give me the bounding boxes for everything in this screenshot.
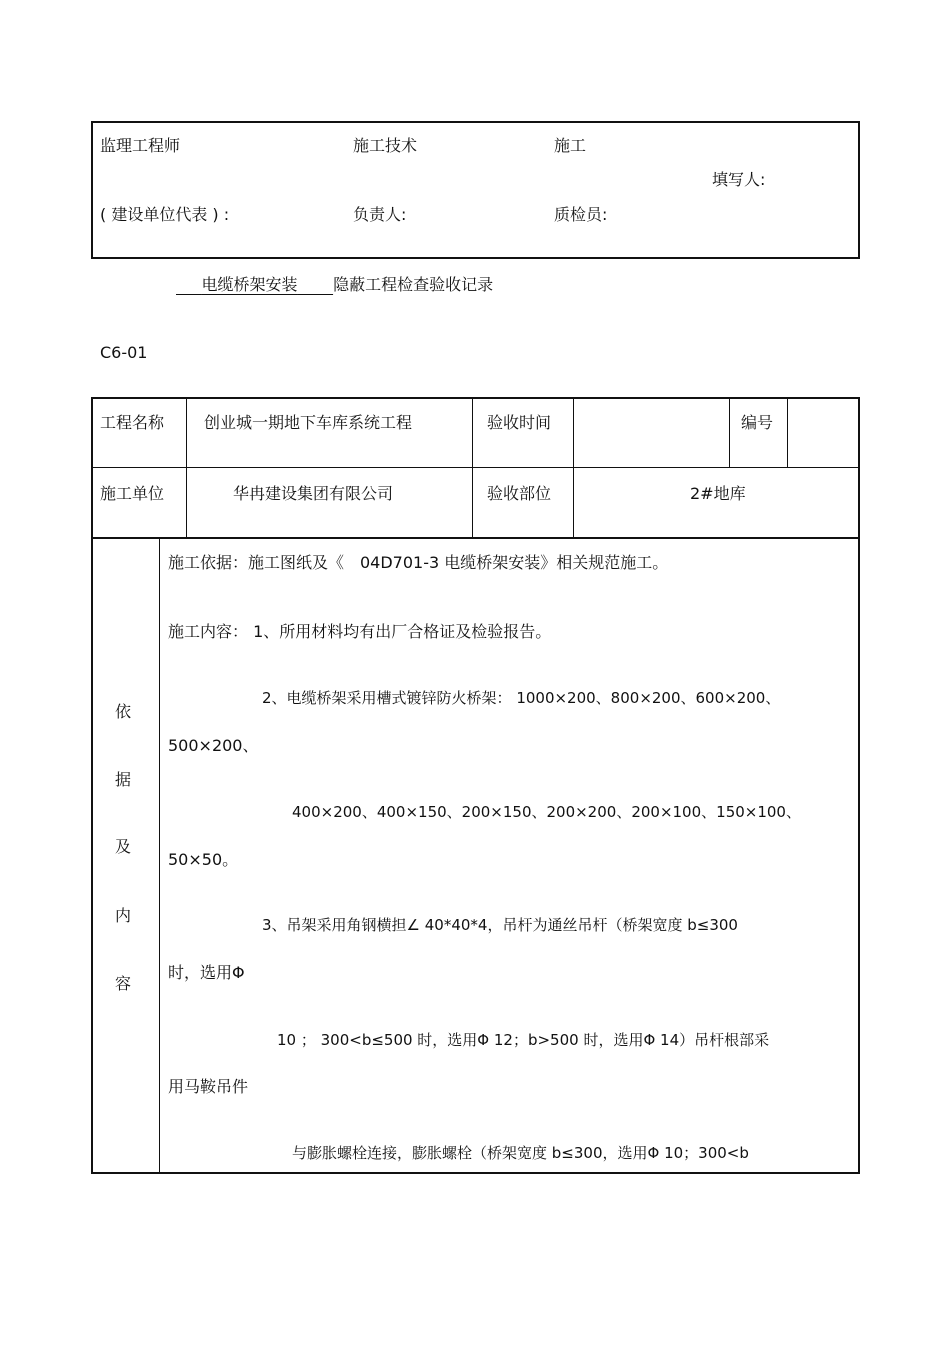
content-line: 400×200、400×150、200×150、200×200、200×100、150×100、 [292,803,801,821]
content-line: 50×50。 [168,850,239,869]
side-label-char: 据 [115,770,132,789]
content-line: 3、吊架采用角钢横担∠ 40*40*4，吊杆为通丝吊杆（桥架宽度 b≤300 [262,916,738,934]
side-label-char: 内 [115,906,132,925]
info-table-col-divider-2 [472,398,473,538]
supervisor-label-line1: 监理工程师 [100,136,181,155]
content-line: 时，选用Φ [168,963,245,982]
signature-block [91,121,860,259]
project-name-label: 工程名称 [100,413,165,432]
side-label-char: 依 [115,702,132,721]
info-table-col-divider-3 [573,398,574,538]
contractor-label: 施工单位 [100,484,165,503]
content-line: 施工内容： 1、所用材料均有出厂合格证及检验报告。 [168,622,552,641]
content-line: 施工依据：施工图纸及《 04D701-3 电缆桥架安装》相关规范施工。 [168,553,669,572]
side-label-char: 及 [115,837,132,856]
page-title [176,272,493,295]
title-suffix: 隐蔽工程检查验收记录 [333,275,494,294]
content-line: 500×200、 [168,736,259,755]
side-label-char: 容 [115,974,132,993]
accept-part-label: 验收部位 [487,484,552,503]
info-table-row-divider [92,467,859,468]
contractor-value: 华冉建设集团有限公司 [233,484,394,503]
qc-label-line1: 施工 [554,136,587,155]
content-side-divider [159,538,160,1172]
content-line: 用马鞍吊件 [168,1077,249,1096]
accept-time-label: 验收时间 [487,413,552,432]
tech-lead-label-line2: 负责人: [353,205,407,224]
filler-label: 填写人: [712,170,766,189]
info-table-col-divider-4 [729,398,730,467]
number-label: 编号 [741,413,774,432]
project-name-value: 创业城一期地下车库系统工程 [204,413,413,432]
accept-part-value: 2#地库 [690,484,746,503]
info-table-col-divider-5 [787,398,788,467]
info-table-col-divider-1 [186,398,187,538]
tech-lead-label-line1: 施工技术 [353,136,418,155]
content-line: 10 ； 300<b≤500 时，选用Φ 12；b>500 时，选用Φ 14）吊杆根部采 [277,1031,770,1049]
content-line: 2、电缆桥架采用槽式镀锌防火桥架： 1000×200、800×200、600×200、 [262,689,781,707]
qc-label-line2: 质检员: [554,205,608,224]
content-line: 与膨胀螺栓连接，膨胀螺栓（桥架宽度 b≤300，选用Φ 10；300<b [292,1144,749,1162]
form-code: C6-01 [100,343,148,362]
supervisor-label-line2: ( 建设单位代表 ) : [100,205,230,224]
title-subject: 电缆桥架安装 [201,275,298,294]
